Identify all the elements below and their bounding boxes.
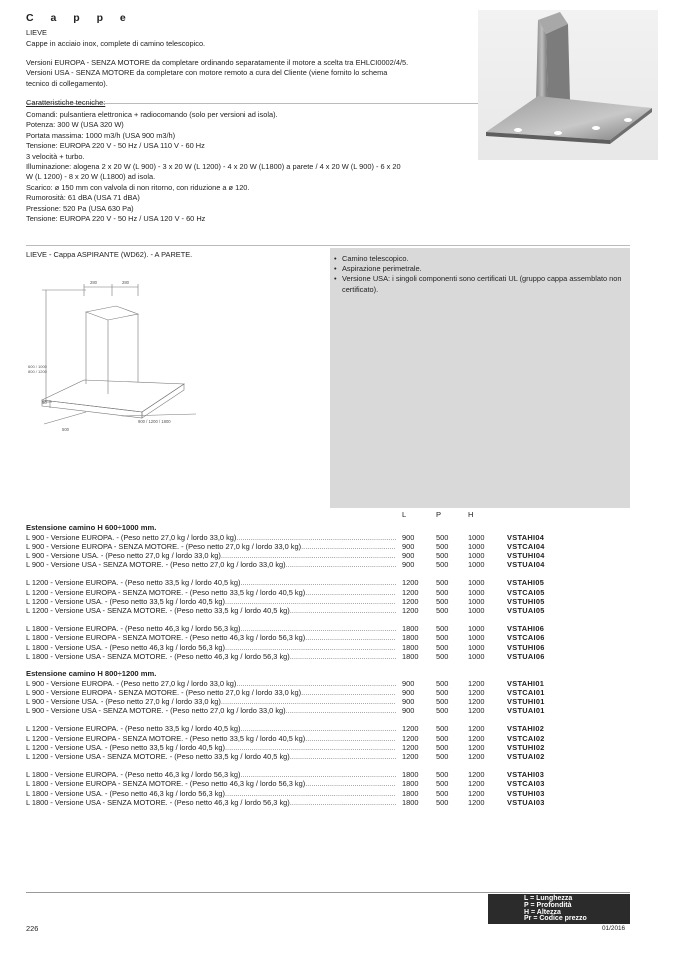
row-depth: 500 xyxy=(436,779,449,789)
table-row xyxy=(26,697,566,707)
model-name: LIEVE xyxy=(26,28,47,37)
row-length: 900 xyxy=(402,696,415,706)
row-price-code: VSTAHI06 xyxy=(507,624,545,634)
feature-item: • Aspirazione perimetrale. xyxy=(334,264,624,274)
column-l: L xyxy=(402,510,407,519)
row-depth: 500 xyxy=(436,624,449,634)
table-row xyxy=(26,789,566,799)
row-height: 1000 xyxy=(468,642,485,652)
section-title: Estensione camino H 600÷1000 mm. xyxy=(26,523,157,532)
row-height: 1000 xyxy=(468,532,485,542)
table-row xyxy=(26,743,566,753)
row-price-code: VSTUHI06 xyxy=(507,642,545,652)
row-depth: 500 xyxy=(436,706,449,716)
row-description: L 1200 - Versione USA. - (Peso netto 33,5 kg / lordo 40,5 kg) ..... xyxy=(26,743,396,753)
row-price-code: VSTUAI06 xyxy=(507,651,545,661)
spec-line: 3 velocità + turbo. xyxy=(26,151,85,161)
row-depth: 500 xyxy=(436,696,449,706)
specs-list xyxy=(26,110,446,224)
row-depth: 500 xyxy=(436,678,449,688)
row-description: L 1800 - Versione USA. - (Peso netto 46,3 kg / lordo 56,3 kg) ..... xyxy=(26,789,396,799)
page-number: 226 xyxy=(26,924,39,933)
row-depth: 500 xyxy=(436,770,449,780)
row-length: 1200 xyxy=(402,751,419,761)
row-length: 900 xyxy=(402,550,415,560)
version-line: Versioni USA - SENZA MOTORE da completare con motore remoto a cura del Cliente (viene fornito lo schema xyxy=(26,68,388,78)
row-description: L 1200 - Versione EUROPA. - (Peso netto 33,5 kg / lordo 40,5 kg) ..... xyxy=(26,578,396,588)
spec-line: Rumorosità: 61 dBA (USA 71 dBA) xyxy=(26,193,140,203)
row-height: 1200 xyxy=(468,696,485,706)
table-row xyxy=(26,624,566,634)
row-price-code: VSTUHI02 xyxy=(507,742,545,752)
row-price-code: VSTUAI04 xyxy=(507,560,545,570)
section-title: Estensione camino H 800÷1200 mm. xyxy=(26,669,157,678)
row-price-code: VSTAHI02 xyxy=(507,724,545,734)
hood-photo xyxy=(478,10,658,160)
table-row xyxy=(26,752,566,762)
features-box xyxy=(330,248,630,508)
row-price-code: VSTAHI05 xyxy=(507,578,545,588)
row-length: 1200 xyxy=(402,596,419,606)
dim-label: 500 xyxy=(62,427,69,432)
row-description: L 1800 - Versione USA - SENZA MOTORE. - (Peso netto 46,3 kg / lordo 56,3 kg) ..... xyxy=(26,652,396,662)
row-description: L 1800 - Versione EUROPA - SENZA MOTORE. - (Peso netto 46,3 kg / lordo 56,3 kg) ..... xyxy=(26,779,396,789)
row-height: 1200 xyxy=(468,742,485,752)
row-length: 900 xyxy=(402,541,415,551)
version-line: tecnico di collegamento). xyxy=(26,78,108,88)
table-row xyxy=(26,597,566,607)
row-price-code: VSTCAI04 xyxy=(507,541,545,551)
row-depth: 500 xyxy=(436,751,449,761)
legend-item: P = Profondità xyxy=(524,901,572,909)
row-description: L 900 - Versione EUROPA - SENZA MOTORE. - (Peso netto 27,0 kg / lordo 33,0 kg) ..... xyxy=(26,688,396,698)
legend-box xyxy=(488,894,630,924)
edition-date: 01/2016 xyxy=(602,925,626,932)
row-height: 1000 xyxy=(468,587,485,597)
row-height: 1000 xyxy=(468,596,485,606)
row-height: 1000 xyxy=(468,624,485,634)
row-length: 1800 xyxy=(402,797,419,807)
row-depth: 500 xyxy=(436,560,449,570)
row-length: 1800 xyxy=(402,642,419,652)
subtitle: Cappe in acciaio inox, complete di camino telescopico. xyxy=(26,38,206,48)
row-length: 1200 xyxy=(402,605,419,615)
row-description: L 1200 - Versione USA - SENZA MOTORE. - (Peso netto 33,5 kg / lordo 40,5 kg) ..... xyxy=(26,752,396,762)
page-title: C a p p e xyxy=(26,12,133,24)
row-depth: 500 xyxy=(436,532,449,542)
row-length: 1200 xyxy=(402,742,419,752)
table-row xyxy=(26,633,566,643)
row-height: 1000 xyxy=(468,541,485,551)
column-h: H xyxy=(468,510,474,519)
spec-line: Tensione: EUROPA 220 V - 50 Hz / USA 110 V - 60 Hz xyxy=(26,141,205,151)
dim-label: 50 xyxy=(42,400,47,405)
row-description: L 900 - Versione USA - SENZA MOTORE. - (Peso netto 27,0 kg / lordo 33,0 kg) ..... xyxy=(26,560,396,570)
technical-drawing xyxy=(26,272,216,432)
table-row xyxy=(26,578,566,588)
row-depth: 500 xyxy=(436,541,449,551)
row-depth: 500 xyxy=(436,596,449,606)
row-description: L 1800 - Versione USA - SENZA MOTORE. - (Peso netto 46,3 kg / lordo 56,3 kg) ..... xyxy=(26,798,396,808)
row-height: 1200 xyxy=(468,751,485,761)
table-row xyxy=(26,551,566,561)
spec-line: Scarico: ø 150 mm con valvola di non ritorno, con riduzione a ø 120. xyxy=(26,182,250,192)
row-description: L 1800 - Versione EUROPA. - (Peso netto 46,3 kg / lordo 56,3 kg) ..... xyxy=(26,770,396,780)
row-depth: 500 xyxy=(436,587,449,597)
feature-item: • Camino telescopico. xyxy=(334,254,624,264)
row-description: L 1800 - Versione EUROPA - SENZA MOTORE. - (Peso netto 46,3 kg / lordo 56,3 kg) ..... xyxy=(26,633,396,643)
table-row xyxy=(26,706,566,716)
row-description: L 1200 - Versione EUROPA. - (Peso netto 33,5 kg / lordo 40,5 kg) ..... xyxy=(26,724,396,734)
divider xyxy=(26,892,630,893)
row-price-code: VSTUHI03 xyxy=(507,788,545,798)
row-description: L 900 - Versione USA. - (Peso netto 27,0 kg / lordo 33,0 kg) ..... xyxy=(26,551,396,561)
row-length: 1800 xyxy=(402,624,419,634)
row-description: L 900 - Versione EUROPA - SENZA MOTORE. - (Peso netto 27,0 kg / lordo 33,0 kg) ..... xyxy=(26,542,396,552)
feature-item: • Versione USA: i singoli componenti sono certificati UL (gruppo cappa assemblato non certificato). xyxy=(334,274,624,294)
row-description: L 900 - Versione USA - SENZA MOTORE. - (Peso netto 27,0 kg / lordo 33,0 kg) ..... xyxy=(26,706,396,716)
row-length: 1800 xyxy=(402,788,419,798)
row-price-code: VSTCAI02 xyxy=(507,733,545,743)
row-height: 1200 xyxy=(468,788,485,798)
row-length: 1200 xyxy=(402,587,419,597)
dim-label: 280 xyxy=(90,280,97,285)
row-length: 900 xyxy=(402,532,415,542)
row-price-code: VSTAHI01 xyxy=(507,678,545,688)
divider xyxy=(26,245,630,246)
spec-line: W (L 1200) - 8 x 20 W (L1800) ad isola. xyxy=(26,172,156,182)
row-height: 1200 xyxy=(468,706,485,716)
row-depth: 500 xyxy=(436,651,449,661)
row-depth: 500 xyxy=(436,642,449,652)
dim-label: 900 / 1200 / 1800 xyxy=(138,419,171,424)
row-length: 1800 xyxy=(402,779,419,789)
row-depth: 500 xyxy=(436,797,449,807)
row-description: L 1200 - Versione USA - SENZA MOTORE. - (Peso netto 33,5 kg / lordo 40,5 kg) ..... xyxy=(26,606,396,616)
row-price-code: VSTAHI04 xyxy=(507,532,545,542)
row-height: 1000 xyxy=(468,578,485,588)
row-length: 900 xyxy=(402,678,415,688)
table-row xyxy=(26,770,566,780)
dim-label: 600 / 1000 xyxy=(28,364,47,369)
row-price-code: VSTUAI03 xyxy=(507,797,545,807)
row-price-code: VSTCAI06 xyxy=(507,633,545,643)
product-heading: LIEVE - Cappa ASPIRANTE (WD62). - A PARETE. xyxy=(26,250,193,259)
dim-label: 280 xyxy=(122,280,129,285)
spec-line: Comandi: pulsantiera elettronica + radiocomando (solo per versioni ad isola). xyxy=(26,110,278,119)
spec-line: Tensione: EUROPA 220 V - 50 Hz / USA 120 V - 60 Hz xyxy=(26,214,206,224)
version-line: Versioni EUROPA - SENZA MOTORE da completare ordinando separatamente il motore a scelta tra EHLCI0002/4/5. xyxy=(26,58,409,67)
row-description: L 900 - Versione USA. - (Peso netto 27,0 kg / lordo 33,0 kg) ..... xyxy=(26,697,396,707)
table-row xyxy=(26,779,566,789)
row-description: L 1800 - Versione USA. - (Peso netto 46,3 kg / lordo 56,3 kg) ..... xyxy=(26,643,396,653)
row-depth: 500 xyxy=(436,733,449,743)
row-height: 1000 xyxy=(468,651,485,661)
row-height: 1200 xyxy=(468,724,485,734)
row-depth: 500 xyxy=(436,633,449,643)
row-description: L 900 - Versione EUROPA. - (Peso netto 27,0 kg / lordo 33,0 kg) ..... xyxy=(26,533,396,543)
row-length: 1200 xyxy=(402,578,419,588)
features-list xyxy=(334,254,624,295)
row-depth: 500 xyxy=(436,605,449,615)
row-length: 900 xyxy=(402,560,415,570)
row-height: 1200 xyxy=(468,687,485,697)
table-row xyxy=(26,679,566,689)
row-price-code: VSTUAI01 xyxy=(507,706,545,716)
row-description: L 1200 - Versione EUROPA - SENZA MOTORE. - (Peso netto 33,5 kg / lordo 40,5 kg) ..... xyxy=(26,588,396,598)
row-height: 1000 xyxy=(468,560,485,570)
row-height: 1200 xyxy=(468,779,485,789)
row-price-code: VSTUHI05 xyxy=(507,596,545,606)
row-price-code: VSTAHI03 xyxy=(507,770,545,780)
row-height: 1000 xyxy=(468,633,485,643)
legend-item: L = Lunghezza xyxy=(524,895,573,902)
row-height: 1200 xyxy=(468,678,485,688)
table-row xyxy=(26,643,566,653)
row-height: 1200 xyxy=(468,733,485,743)
row-depth: 500 xyxy=(436,578,449,588)
row-price-code: VSTCAI05 xyxy=(507,587,545,597)
row-length: 1200 xyxy=(402,733,419,743)
row-description: L 900 - Versione EUROPA. - (Peso netto 27,0 kg / lordo 33,0 kg) ..... xyxy=(26,679,396,689)
table-row xyxy=(26,688,566,698)
row-description: L 1200 - Versione EUROPA - SENZA MOTORE. - (Peso netto 33,5 kg / lordo 40,5 kg) ..... xyxy=(26,734,396,744)
row-price-code: VSTUHI04 xyxy=(507,550,545,560)
row-price-code: VSTUAI02 xyxy=(507,751,545,761)
row-depth: 500 xyxy=(436,742,449,752)
table-row xyxy=(26,606,566,616)
legend-text xyxy=(524,896,587,923)
row-length: 900 xyxy=(402,687,415,697)
column-p: P xyxy=(436,510,442,519)
table-row xyxy=(26,588,566,598)
row-depth: 500 xyxy=(436,550,449,560)
legend-item: Pr = Codice prezzo xyxy=(524,915,587,923)
table-row xyxy=(26,560,566,570)
row-length: 1800 xyxy=(402,633,419,643)
row-description: L 1800 - Versione EUROPA. - (Peso netto 46,3 kg / lordo 56,3 kg) ..... xyxy=(26,624,396,634)
row-height: 1200 xyxy=(468,797,485,807)
spec-line: Pressione: 520 Pa (USA 630 Pa) xyxy=(26,203,134,213)
row-price-code: VSTUHI01 xyxy=(507,696,545,706)
versions-block xyxy=(26,58,446,89)
row-price-code: VSTCAI03 xyxy=(507,779,545,789)
dim-label: 800 / 1200 xyxy=(28,369,47,374)
row-length: 1200 xyxy=(402,724,419,734)
spec-line: Potenza: 300 W (USA 320 W) xyxy=(26,120,124,130)
row-length: 900 xyxy=(402,706,415,716)
row-price-code: VSTUAI05 xyxy=(507,605,545,615)
row-price-code: VSTCAI01 xyxy=(507,687,545,697)
table-row xyxy=(26,652,566,662)
row-depth: 500 xyxy=(436,687,449,697)
table-row xyxy=(26,542,566,552)
table-row xyxy=(26,798,566,808)
specs-title: Caratteristiche tecniche: xyxy=(26,98,106,107)
row-height: 1000 xyxy=(468,605,485,615)
table-row xyxy=(26,734,566,744)
row-depth: 500 xyxy=(436,724,449,734)
row-length: 1800 xyxy=(402,651,419,661)
row-length: 1800 xyxy=(402,770,419,780)
spec-line: Portata massima: 1000 m3/h (USA 900 m3/h) xyxy=(26,130,176,140)
spec-line: Illuminazione: alogena 2 x 20 W (L 900) - 3 x 20 W (L 1200) - 4 x 20 W (L1800) a parete / 4 x 20 W (L 900) - 6 x 20 xyxy=(26,162,401,172)
row-depth: 500 xyxy=(436,788,449,798)
table-row xyxy=(26,724,566,734)
row-height: 1000 xyxy=(468,550,485,560)
row-description: L 1200 - Versione USA. - (Peso netto 33,5 kg / lordo 40,5 kg) ..... xyxy=(26,597,396,607)
row-height: 1200 xyxy=(468,770,485,780)
table-row xyxy=(26,533,566,543)
legend-item: H = Altezza xyxy=(524,908,561,916)
